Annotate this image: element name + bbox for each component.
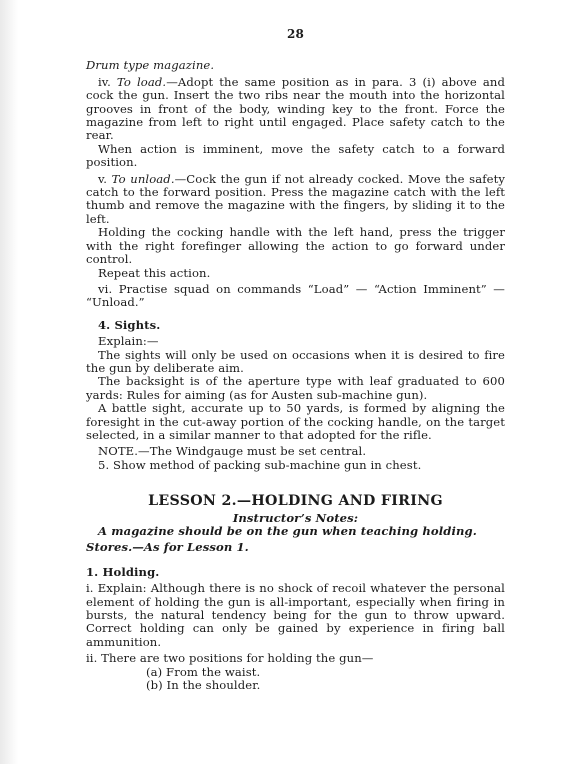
holding-item-a: (a) From the waist. xyxy=(146,664,261,679)
instructors-notes-heading: Instructor’s Notes: xyxy=(232,510,359,525)
para-v-to-unload xyxy=(86,173,505,227)
explain-label: Explain:— xyxy=(98,334,159,349)
para-v-text: —Cock the gun if not already cocked. Move the safety catch to the forward position. Press the magazine catch with the left thumb and remove the magazine with the fingers, by sliding it to the left. xyxy=(86,171,505,226)
para-iv-title: To load. xyxy=(116,74,167,89)
holding-heading: 1. Holding. xyxy=(86,564,160,579)
holding-para-ii: ii. There are two positions for holding the gun— xyxy=(86,651,374,666)
para-iv-text-2: When action is imminent, move the safety catch to a forward position. xyxy=(86,141,505,170)
sights-heading: 4. Sights. xyxy=(98,317,161,332)
holding-para-i: i. Explain: Although there is no shock of recoil whatever the personal element of holding the gun is all-important, especially when firing in bursts, the natural tendency being for the gun to throw upward. Correct holding can only be gained by experience in firing ball ammunition. xyxy=(86,581,505,649)
drum-type-heading: Drum type magazine. xyxy=(86,58,215,73)
para-vi: vi. Practise squad on commands “Load” — “Action Imminent” — “Unload.” xyxy=(86,281,505,310)
para-iv-label: iv. xyxy=(98,74,111,89)
para-iv-to-load xyxy=(86,76,505,143)
para-v-title: To unload. xyxy=(111,171,175,186)
para-v-label: v. xyxy=(98,171,108,186)
holding-item-b: (b) In the shoulder. xyxy=(146,678,261,693)
page-number: 28 xyxy=(287,27,304,41)
magazine-note: A magazine should be on the gun when teaching holding. xyxy=(98,524,477,538)
sights-para-2: The backsight is of the aperture type with leaf graduated to 600 yards: Rules for aiming (as for Austen sub-machine gun). xyxy=(86,374,505,402)
lesson-2-title: LESSON 2.—HOLDING AND FIRING xyxy=(148,493,443,510)
para-iv-text: —Adopt the same position as in para. 3 (i) above and cock the gun. Insert the two ribs near the mouth into the horizontal grooves in front of the body, winding key to the front. Force the magazine from left to right until engaged. Place safety catch to the rear. xyxy=(86,74,505,143)
windgauge-note: NOTE.—The Windgauge must be set central. xyxy=(98,444,367,459)
para-v-text-2: Holding the cocking handle with the left hand, press the trigger with the right forefinger allowing the action to go forward under control. xyxy=(86,225,505,267)
stores-line: Stores.—As for Lesson 1. xyxy=(86,540,249,555)
sights-para-1: The sights will only be used on occasions when it is desired to fire the gun by deliberate aim. xyxy=(86,347,505,375)
para-v-text-3: Repeat this action. xyxy=(98,265,211,280)
sights-para-3: A battle sight, accurate up to 50 yards, is formed by aligning the foresight in the cut-away portion of the cocking handle, on the target selected, in a similar manner to that adopted for the rifle. xyxy=(86,401,505,442)
item-5: 5. Show method of packing sub-machine gun in chest. xyxy=(98,457,422,472)
page-content xyxy=(86,28,505,692)
